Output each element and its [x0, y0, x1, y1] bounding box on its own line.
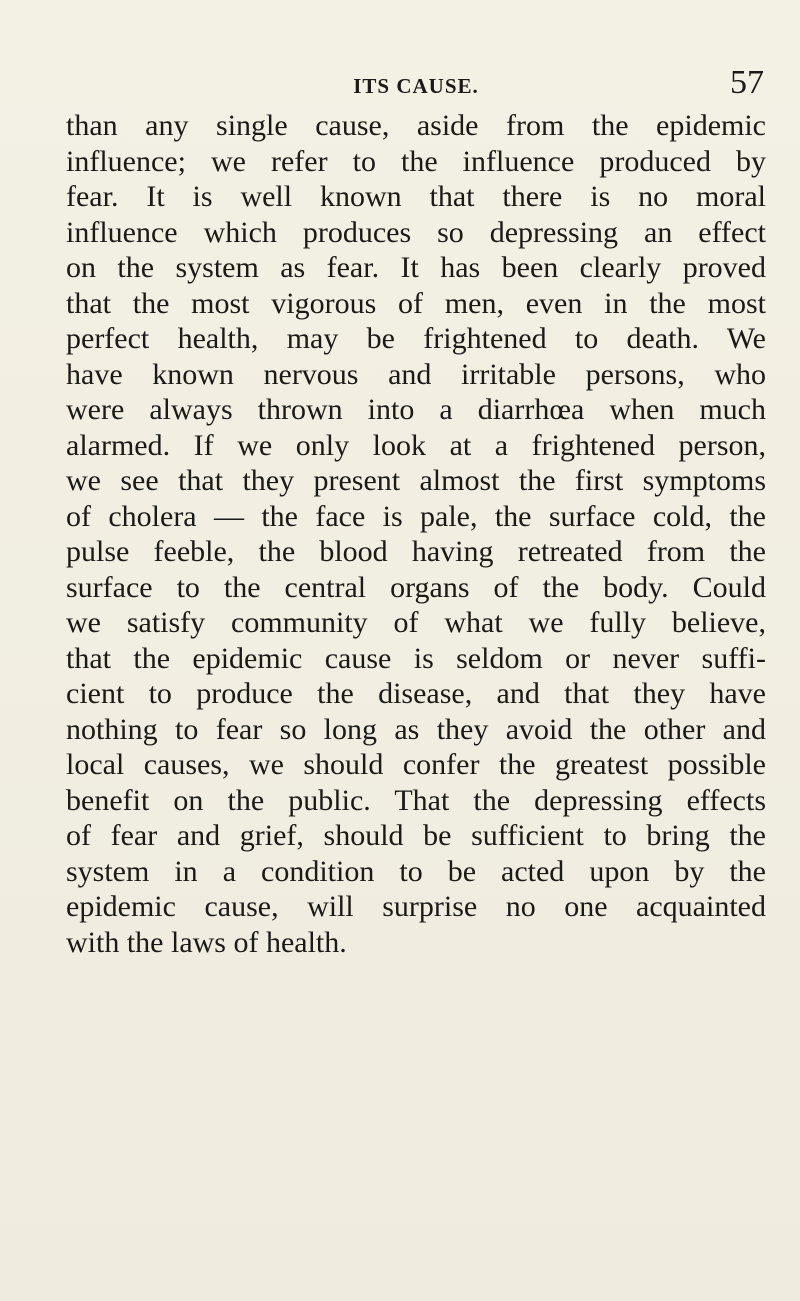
text-line: fear. It is well known that there is no moral [66, 180, 766, 213]
text-line: alarmed. If we only look at a frightened person, [66, 428, 766, 462]
text-line: with the laws of health. [66, 925, 347, 959]
running-title: ITS CAUSE. [353, 74, 479, 98]
text-line: were always thrown into a diarrhœa when much [66, 393, 766, 426]
text-line: we satisfy community of what we fully believe, [66, 606, 766, 639]
text-line: we see that they present almost the first symptoms [66, 464, 766, 497]
page-number: 57 [730, 64, 764, 101]
text-line: influence which produces so depressing an effect [66, 215, 766, 249]
text-line: influence; we refer to the influence produced by [66, 144, 766, 178]
text-line: that the most vigorous of men, even in the most [66, 286, 766, 320]
body-paragraph [66, 108, 766, 960]
text-line: than any single cause, aside from the epidemic [66, 109, 766, 142]
text-line: of fear and grief, should be sufficient to bring the [66, 819, 766, 852]
text-line: local causes, we should confer the greatest possible [66, 748, 766, 781]
text-line: on the system as fear. It has been clearly proved [66, 251, 766, 284]
text-line: system in a condition to be acted upon by the [66, 854, 766, 888]
text-line: pulse feeble, the blood having retreated from the [66, 535, 766, 568]
text-line: cient to produce the disease, and that they have [66, 677, 766, 710]
text-line: surface to the central organs of the body. Could [66, 570, 766, 604]
running-header [66, 66, 766, 110]
text-line: of cholera — the face is pale, the surface cold, the [66, 499, 766, 533]
text-line: perfect health, may be frightened to death. We [66, 322, 766, 355]
text-line: nothing to fear so long as they avoid the other and [66, 712, 766, 746]
text-line: have known nervous and irritable persons, who [66, 357, 766, 391]
text-line: that the epidemic cause is seldom or never suffi- [66, 641, 766, 675]
text-line: benefit on the public. That the depressing effects [66, 783, 766, 817]
text-line: epidemic cause, will surprise no one acquainted [66, 890, 766, 923]
